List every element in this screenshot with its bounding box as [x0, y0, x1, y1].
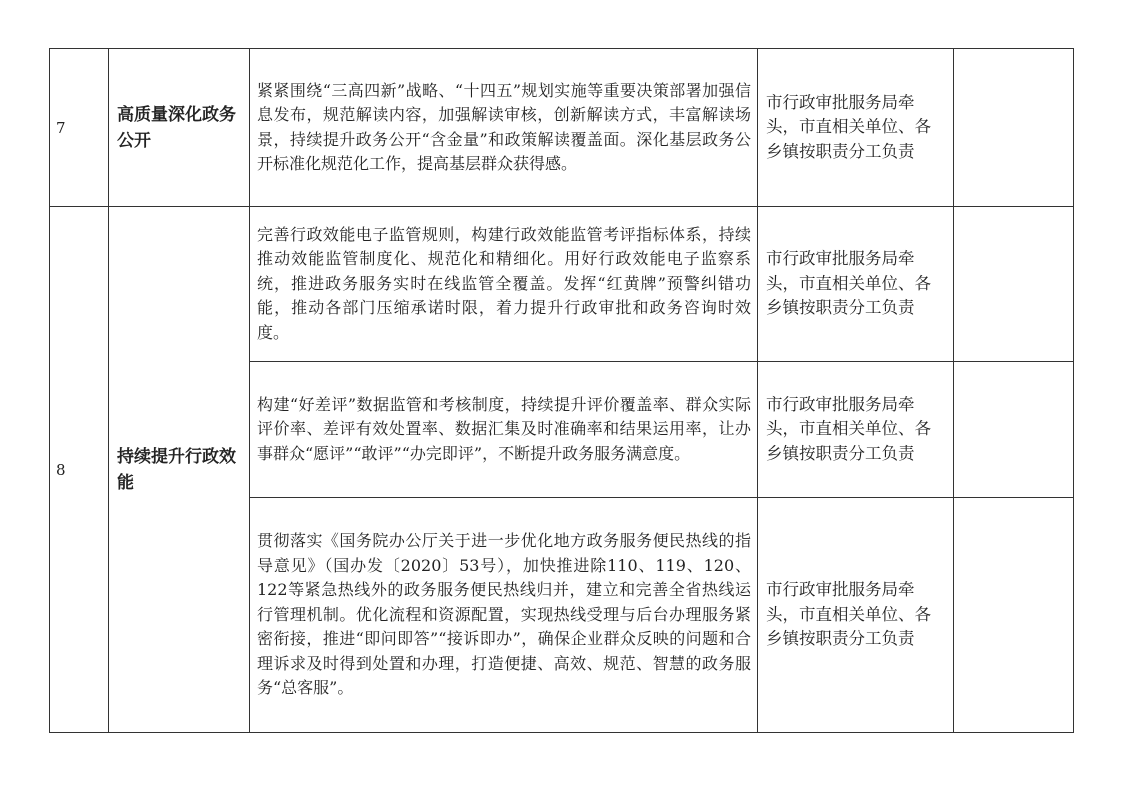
responsible-unit: 市行政审批服务局牵头，市直相关单位、各乡镇按职责分工负责 — [758, 498, 954, 733]
task-content: 贯彻落实《国务院办公厅关于进一步优化地方政务服务便民热线的指导意见》（国办发〔2020〕53号），加快推进除110、119、120、122等紧急热线外的政务服务便民热线归并，建立和完善全省热线运行管理机制。优化流程和资源配置，实现热线受理与后台办理服务紧密衔接，推进“即问即答”“接诉即办”，确保企业群众反映的问题和合理诉求及时得到处置和办理，打造便捷、高效、规范、智慧的政务服务“总客服”。 — [250, 498, 758, 733]
row-number: 7 — [50, 49, 109, 207]
table-row — [50, 49, 1074, 207]
row-number: 8 — [50, 207, 109, 733]
note-cell — [954, 362, 1074, 498]
note-cell — [954, 498, 1074, 733]
table-row — [50, 207, 1074, 362]
note-cell — [954, 49, 1074, 207]
task-title: 持续提升行政效能 — [109, 207, 250, 733]
responsible-unit: 市行政审批服务局牵头，市直相关单位、各乡镇按职责分工负责 — [758, 362, 954, 498]
note-cell — [954, 207, 1074, 362]
responsible-unit: 市行政审批服务局牵头，市直相关单位、各乡镇按职责分工负责 — [758, 49, 954, 207]
task-content: 构建“好差评”数据监管和考核制度，持续提升评价覆盖率、群众实际评价率、差评有效处置率、数据汇集及时准确率和结果运用率，让办事群众“愿评”“敢评”“办完即评”，不断提升政务服务满意度。 — [250, 362, 758, 498]
task-content: 紧紧围绕“三高四新”战略、“十四五”规划实施等重要决策部署加强信息发布，规范解读内容，加强解读审核，创新解读方式，丰富解读场景，持续提升政务公开“含金量”和政策解读覆盖面。深化基层政务公开标准化规范化工作，提高基层群众获得感。 — [250, 49, 758, 207]
task-title: 高质量深化政务公开 — [109, 49, 250, 207]
task-table — [49, 48, 1074, 733]
responsible-unit: 市行政审批服务局牵头，市直相关单位、各乡镇按职责分工负责 — [758, 207, 954, 362]
task-content: 完善行政效能电子监管规则，构建行政效能监管考评指标体系，持续推动效能监管制度化、规范化和精细化。用好行政效能电子监察系统，推进政务服务实时在线监管全覆盖。发挥“红黄牌”预警纠错功能，推动各部门压缩承诺时限，着力提升行政审批和政务咨询时效度。 — [250, 207, 758, 362]
